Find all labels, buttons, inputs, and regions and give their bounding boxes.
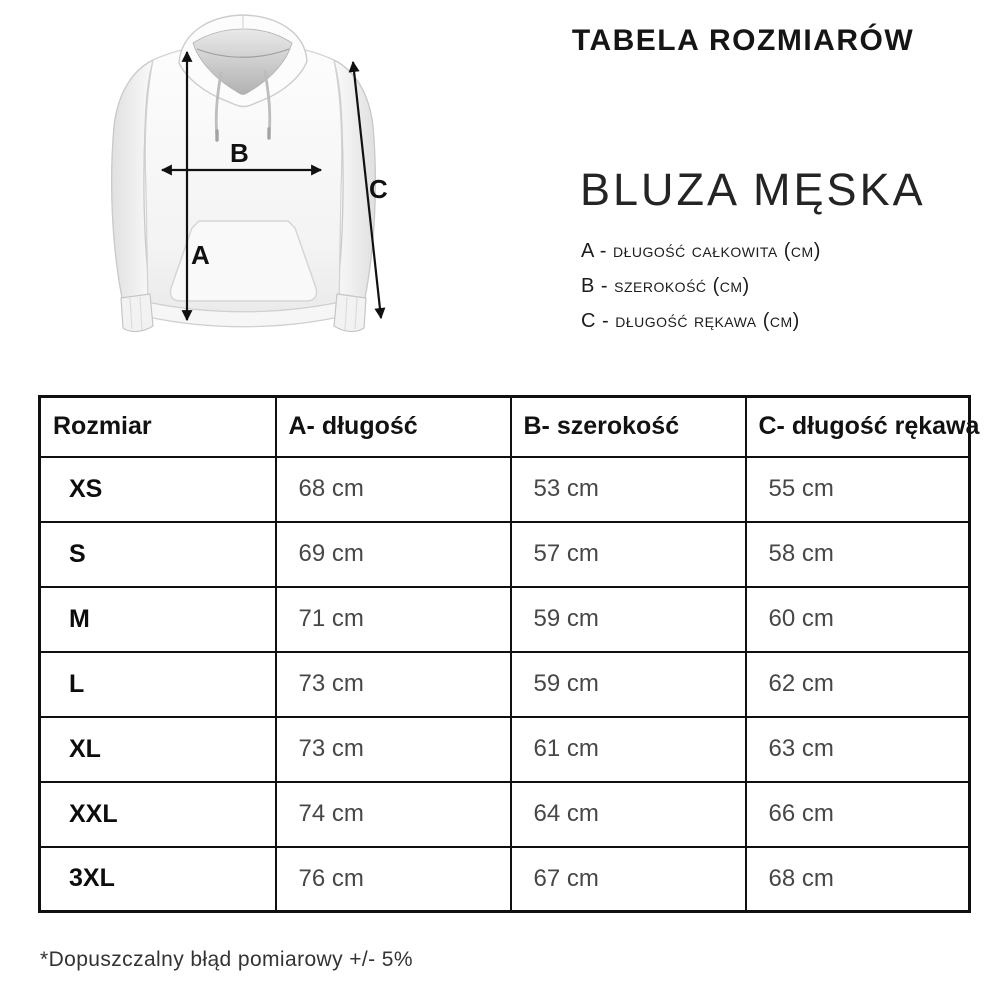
size-cell: M	[40, 587, 276, 652]
length-cell: 73 cm	[276, 717, 511, 782]
size-cell: S	[40, 522, 276, 587]
width-cell: 53 cm	[511, 457, 746, 522]
width-cell: 59 cm	[511, 587, 746, 652]
size-cell: XL	[40, 717, 276, 782]
hoodie-illustration	[0, 0, 460, 360]
size-cell: XS	[40, 457, 276, 522]
measure-a-label: A	[191, 240, 210, 270]
sleeve-cell: 60 cm	[746, 587, 970, 652]
length-cell: 76 cm	[276, 847, 511, 912]
col-header-sleeve: C- długość rękawa	[746, 397, 970, 457]
width-cell: 64 cm	[511, 782, 746, 847]
measure-c-label: C	[369, 174, 388, 204]
length-cell: 73 cm	[276, 652, 511, 717]
table-row	[40, 587, 970, 652]
table-row	[40, 457, 970, 522]
size-cell: XXL	[40, 782, 276, 847]
table-row	[40, 782, 970, 847]
table-row	[40, 717, 970, 782]
hoodie-figure	[0, 0, 460, 370]
col-header-length: A- długość	[276, 397, 511, 457]
table-row	[40, 652, 970, 717]
length-cell: 71 cm	[276, 587, 511, 652]
length-cell: 74 cm	[276, 782, 511, 847]
sleeve-cell: 68 cm	[746, 847, 970, 912]
measure-b-label: B	[230, 138, 249, 168]
width-cell: 61 cm	[511, 717, 746, 782]
sleeve-cell: 55 cm	[746, 457, 970, 522]
table-row	[40, 847, 970, 912]
sleeve-cell: 63 cm	[746, 717, 970, 782]
size-cell: L	[40, 652, 276, 717]
width-cell: 67 cm	[511, 847, 746, 912]
measurement-legend	[581, 240, 821, 345]
sleeve-cell: 66 cm	[746, 782, 970, 847]
product-name: BLUZA MĘSKA	[580, 164, 926, 215]
col-header-size: Rozmiar	[40, 397, 276, 457]
col-header-width: B- szerokość	[511, 397, 746, 457]
length-cell: 69 cm	[276, 522, 511, 587]
width-cell: 59 cm	[511, 652, 746, 717]
legend-item-a: A - długość całkowita (cm)	[581, 240, 821, 262]
size-table	[38, 395, 980, 913]
size-table-header-row	[40, 397, 970, 457]
legend-item-c: C - długość rękawa (cm)	[581, 310, 800, 332]
tolerance-footnote: *Dopuszczalny błąd pomiarowy +/- 5%	[40, 948, 413, 971]
table-row	[40, 522, 970, 587]
sleeve-cell: 62 cm	[746, 652, 970, 717]
sleeve-cell: 58 cm	[746, 522, 970, 587]
length-cell: 68 cm	[276, 457, 511, 522]
legend-item-b: B - szerokość (cm)	[581, 275, 750, 297]
size-cell: 3XL	[40, 847, 276, 912]
width-cell: 57 cm	[511, 522, 746, 587]
page-title: TABELA ROZMIARÓW	[571, 24, 915, 57]
